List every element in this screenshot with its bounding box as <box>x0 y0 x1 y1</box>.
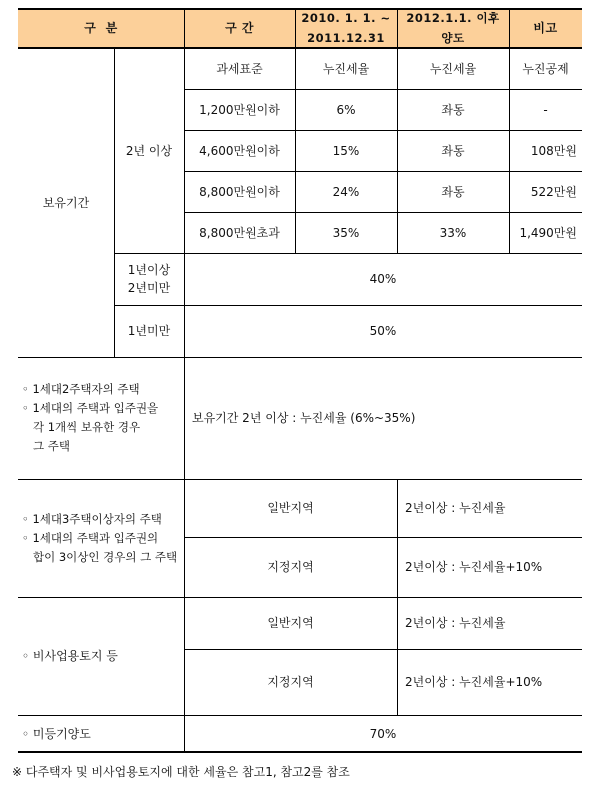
three-house-criteria <box>18 479 184 597</box>
three-house-general-rule: 2년이상 : 누진세율 <box>405 501 506 515</box>
rule <box>18 357 582 358</box>
vrule <box>509 8 510 49</box>
bracket-deduction: 1,490만원 <box>519 225 577 240</box>
two-house-bullet: 그 주택 <box>22 439 70 453</box>
non-business-general-area: 일반지역 <box>267 616 314 630</box>
rule-header-bottom <box>18 47 582 49</box>
tax-rate-table <box>18 8 582 753</box>
sub-header-deduction: 누진공제 <box>522 61 569 76</box>
two-house-bullet: 각 1개씩 보유한 경우 <box>22 420 141 434</box>
bracket-rate-2010: 15% <box>332 143 360 158</box>
vrule <box>184 8 185 753</box>
vrule <box>114 48 115 357</box>
unregistered-transfer-label: ◦ 미등기양도 <box>22 727 91 741</box>
rule <box>184 537 582 538</box>
bracket-rate-2010: 35% <box>332 225 360 240</box>
bracket-base: 8,800만원이하 <box>199 184 280 199</box>
header-period-2012: 2012.1.1. 이후 양도 <box>397 8 509 48</box>
rule <box>184 130 582 131</box>
holding-period-label: 보유기간 <box>42 195 90 210</box>
bracket-base: 8,800만원초과 <box>199 225 280 240</box>
vrule <box>397 479 398 715</box>
header-remarks: 비고 <box>509 8 582 48</box>
under-one-year-rate: 50% <box>369 324 397 338</box>
bracket-deduction: 522만원 <box>530 184 577 199</box>
header-period-2010: 2010. 1. 1. ~ 2011.12.31 <box>295 8 397 48</box>
one-to-two-years-label: 1년이상 2년미만 <box>127 263 171 295</box>
two-years-plus-label: 2년 이상 <box>125 143 173 158</box>
vrule <box>295 48 296 253</box>
rule <box>184 171 582 172</box>
three-house-designated-rule: 2년이상 : 누진세율+10% <box>405 560 543 574</box>
footnote: ※ 다주택자 및 비사업용토지에 대한 세율은 참고1, 참고2를 참조 <box>12 765 350 779</box>
under-one-year-label: 1년미만 <box>127 324 171 338</box>
three-house-general-area: 일반지역 <box>267 501 314 515</box>
two-house-rule: 보유기간 2년 이상 : 누진세율 (6%~35%) <box>192 411 416 425</box>
bracket-rate-2010: 24% <box>332 184 360 199</box>
bracket-deduction: - <box>543 102 548 117</box>
rule <box>18 715 582 716</box>
rule <box>184 212 582 213</box>
rule <box>18 597 582 598</box>
rule <box>184 89 582 90</box>
three-house-designated-area: 지정지역 <box>267 560 314 574</box>
rule-bottom <box>18 751 582 753</box>
vrule <box>295 8 296 49</box>
non-business-designated-area: 지정지역 <box>267 675 314 689</box>
bracket-base: 1,200만원이하 <box>199 102 280 117</box>
sub-header-rate-2010: 누진세율 <box>322 61 370 76</box>
unregistered-transfer-rate: 70% <box>369 727 397 741</box>
bracket-base: 4,600만원이하 <box>199 143 280 158</box>
rule-top <box>18 8 582 10</box>
two-house-bullet: ◦ 1세대의 주택과 입주권을 <box>22 401 159 415</box>
sub-header-rate-2012: 누진세율 <box>429 61 477 76</box>
bracket-rate-2010: 6% <box>336 102 356 117</box>
bracket-rate-2012: 좌동 <box>441 184 465 199</box>
bracket-rate-2012: 33% <box>439 225 467 240</box>
three-house-bullet: ◦ 1세대3주택이상자의 주택 <box>22 511 162 526</box>
vrule <box>509 48 510 253</box>
header-category: 구 분 <box>18 8 184 48</box>
bracket-deduction: 108만원 <box>530 143 577 158</box>
two-house-bullet: ◦ 1세대2주택자의 주택 <box>22 382 140 396</box>
two-house-criteria <box>18 357 184 479</box>
bracket-rate-2012: 좌동 <box>441 143 465 158</box>
header-section: 구 간 <box>184 8 295 48</box>
three-house-bullet: ◦ 1세대의 주택과 입주권의 <box>22 530 159 545</box>
sub-header-tax-base: 과세표준 <box>216 61 263 76</box>
vrule <box>397 48 398 253</box>
rule <box>184 649 582 650</box>
bracket-rate-2012: 좌동 <box>441 102 465 117</box>
non-business-designated-rule: 2년이상 : 누진세율+10% <box>405 675 543 689</box>
vrule <box>397 8 398 49</box>
rule <box>18 479 582 480</box>
one-to-two-years-rate: 40% <box>369 272 397 286</box>
non-business-general-rule: 2년이상 : 누진세율 <box>405 616 506 630</box>
non-business-land-label: ◦ 비사업용토지 등 <box>22 649 118 663</box>
three-house-bullet: 합이 3이상인 경우의 그 주택 <box>22 549 178 564</box>
